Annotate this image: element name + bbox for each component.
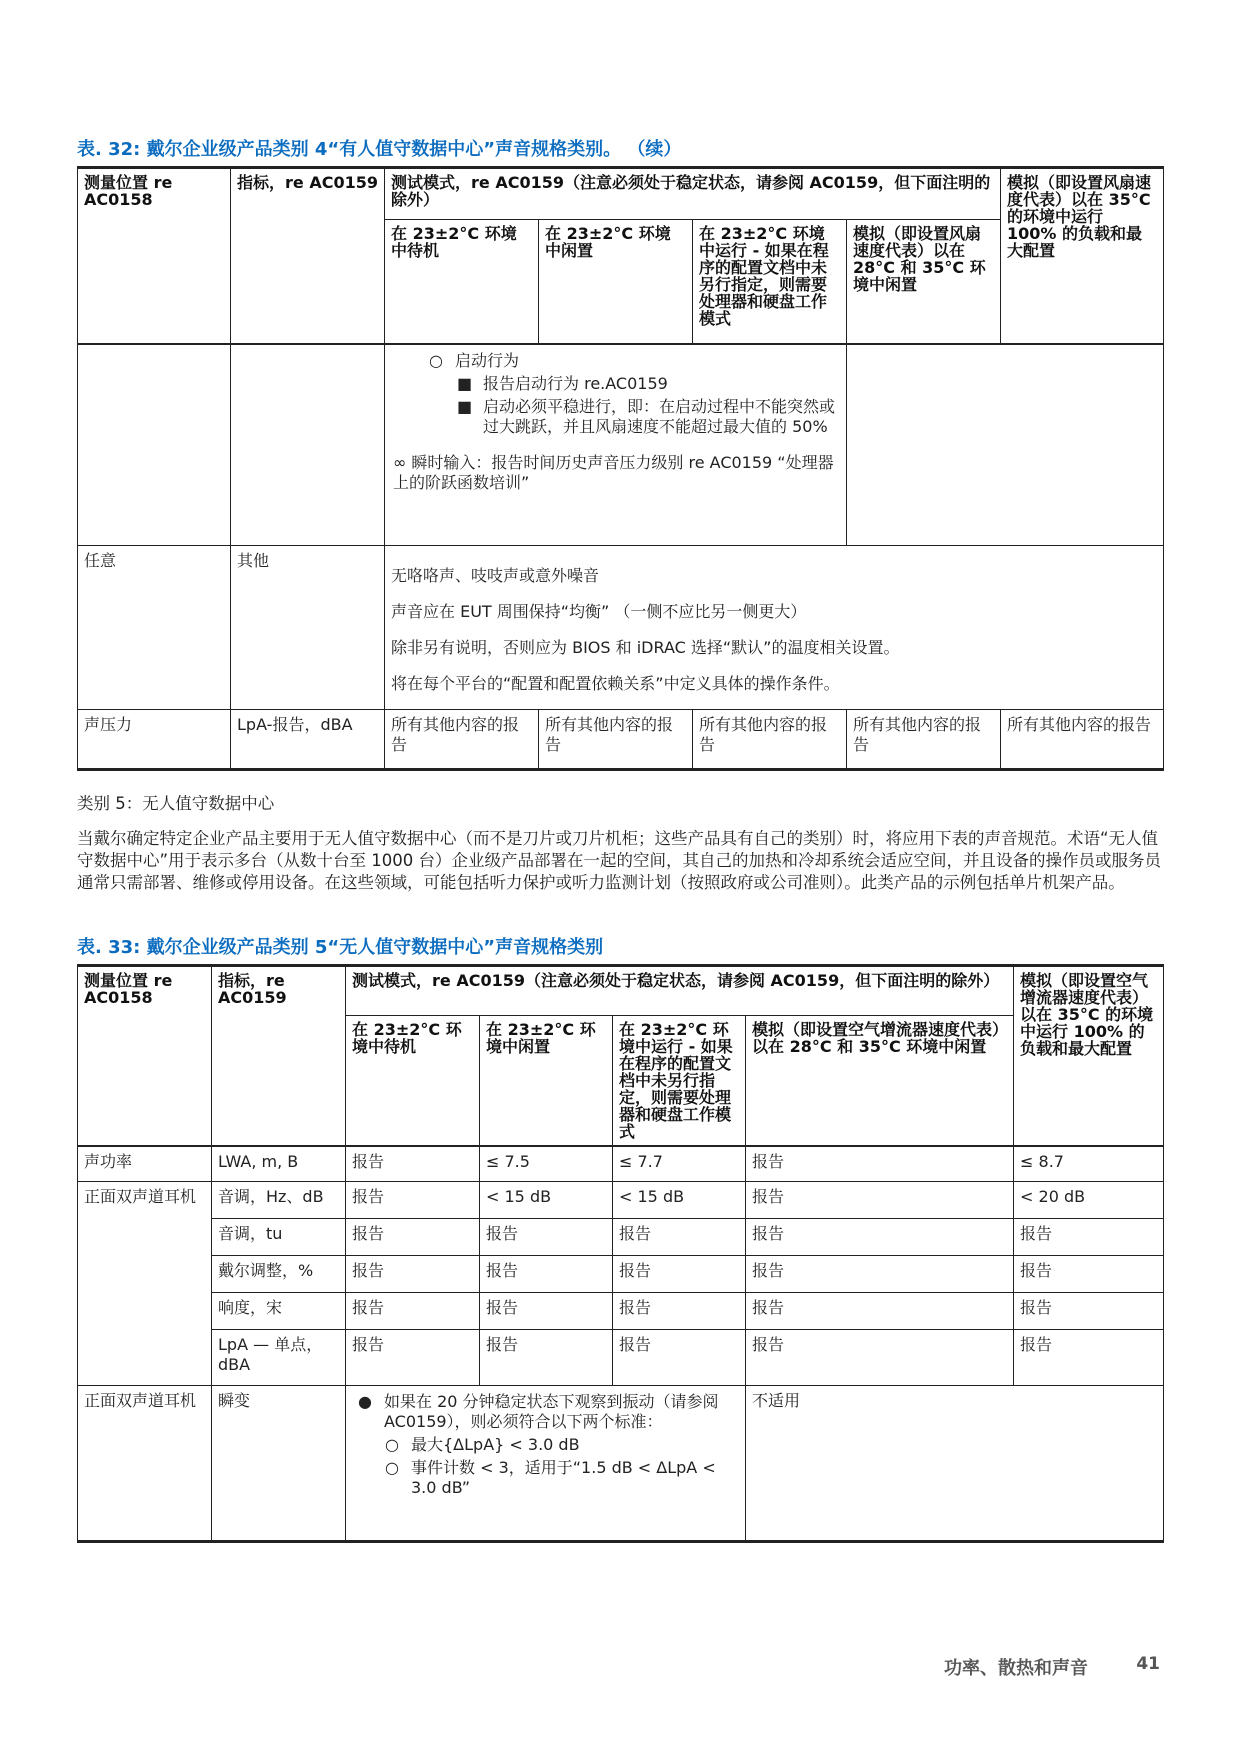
startup-metric-cell <box>231 344 385 546</box>
list-item: ○ 启动行为 <box>429 350 520 370</box>
misc-location: 任意 <box>78 546 231 710</box>
row-value: 报告 <box>480 1218 613 1255</box>
table-row <box>78 1385 1164 1541</box>
header-idle: 在 23±2°C 环境中闲置 <box>539 220 693 344</box>
row-value: 报告 <box>346 1292 480 1329</box>
row-value: 报告 <box>1014 1255 1164 1292</box>
row-value: < 15 dB <box>480 1181 613 1218</box>
row-location: 正面双声道耳机 <box>78 1181 212 1385</box>
header-simulate-idle: 模拟（即设置风扇速度代表）以在 28°C 和 35°C 环境中闲置 <box>847 220 1001 344</box>
row-location: 声功率 <box>78 1146 212 1181</box>
spl-metric: LpA-报告，dBA <box>231 710 385 770</box>
startup-location-cell <box>78 344 231 546</box>
category5-heading: 类别 5：无人值守数据中心 <box>77 794 275 813</box>
not-applicable-cell: 不适用 <box>746 1385 1164 1541</box>
row-value: ≤ 7.7 <box>613 1146 746 1181</box>
row-value: 报告 <box>746 1181 1014 1218</box>
table-row <box>78 1292 1164 1329</box>
transient-criteria-cell <box>346 1385 746 1541</box>
list-item: ○ 事件计数 < 3，适用于“1.5 dB < ΔLpA < 3.0 dB” <box>385 1457 716 1497</box>
header-location: 测量位置 re AC0158 <box>78 966 212 1147</box>
row-value: ≤ 7.5 <box>480 1146 613 1181</box>
row-value: 报告 <box>613 1329 746 1385</box>
misc-metric: 其他 <box>231 546 385 710</box>
row-value: 报告 <box>346 1329 480 1385</box>
row-value: 报告 <box>746 1292 1014 1329</box>
startup-behavior-cell <box>385 344 847 546</box>
row-value: 报告 <box>480 1292 613 1329</box>
page-number: 41 <box>1136 1654 1160 1674</box>
row-value: 报告 <box>746 1146 1014 1181</box>
row-value: 报告 <box>1014 1329 1164 1385</box>
spl-value: 所有其他内容的报告 <box>539 710 693 770</box>
row-metric: LWA, m, B <box>212 1146 346 1181</box>
header-metric: 指标，re AC0159 <box>231 168 385 344</box>
spl-value: 所有其他内容的报告 <box>693 710 847 770</box>
category5-paragraph: 当戴尔确定特定企业产品主要用于无人值守数据中心（而不是刀片或刀片机柜；这些产品具有自己的类别）时，将应用下表的声音规范。术语“无人值守数据中心”用于表示多台（从数十台至 1000 台）企业级产品部署在一起的空间，其自己的加热和冷却系统会适应空间，并且设备的操作员或服务员通常只需部署、维修或停用设备。在这些领域，可能包括听力保护或听力监测计划（按照政府或公司准则）。此类产品的示例包括单片机架产品。 <box>77 829 1162 892</box>
table-row <box>78 1329 1164 1385</box>
header-operating: 在 23±2°C 环境中运行 - 如果在程序的配置文档中未另行指定，则需要处理器和硬盘工作模式 <box>613 1016 746 1147</box>
row-value: < 15 dB <box>613 1181 746 1218</box>
list-item: ● 如果在 20 分钟稳定状态下观察到振动（请参阅 AC0159），则必须符合以下两个标准： <box>358 1391 719 1431</box>
row-value: 报告 <box>746 1329 1014 1385</box>
misc-line: 将在每个平台的“配置和配置依赖关系”中定义具体的操作条件。 <box>391 674 840 693</box>
row-metric: 音调，tu <box>212 1218 346 1255</box>
table-row <box>78 1146 1164 1181</box>
transient-input-text: ∞ 瞬时输入：报告时间历史声音压力级别 re AC0159 “处理器上的阶跃函数培训” <box>393 452 834 492</box>
row-value: 报告 <box>1014 1292 1164 1329</box>
header-simulate: 模拟（即设置空气增流器速度代表）以在 35°C 的环境中运行 100% 的负载和最大配置 <box>1014 966 1164 1147</box>
header-idle: 在 23±2°C 环境中闲置 <box>480 1016 613 1147</box>
row-location: 正面双声道耳机 <box>78 1385 212 1541</box>
table33 <box>77 964 1164 1543</box>
row-metric: LpA — 单点，dBA <box>212 1329 346 1385</box>
misc-line: 无咯咯声、吱吱声或意外噪音 <box>391 566 600 585</box>
misc-line: 除非另有说明，否则应为 BIOS 和 iDRAC 选择“默认”的温度相关设置。 <box>391 638 900 657</box>
footer-section-title: 功率、散热和声音 <box>944 1658 1088 1679</box>
table32-caption: 表. 32: 戴尔企业级产品类别 4“有人值守数据中心”声音规格类别。 （续） <box>77 139 682 160</box>
table-row <box>78 1181 1164 1218</box>
spl-value: 所有其他内容的报告 <box>385 710 539 770</box>
startup-empty-cell <box>847 344 1164 546</box>
table-row <box>78 1218 1164 1255</box>
row-metric: 响度，宋 <box>212 1292 346 1329</box>
header-standby: 在 23±2°C 环境中待机 <box>346 1016 480 1147</box>
row-value: 报告 <box>346 1218 480 1255</box>
row-value: ≤ 8.7 <box>1014 1146 1164 1181</box>
misc-line: 声音应在 EUT 周围保持“均衡” （一侧不应比另一侧更大） <box>391 602 807 621</box>
row-metric: 瞬变 <box>212 1385 346 1541</box>
header-operating: 在 23±2°C 环境中运行 - 如果在程序的配置文档中未另行指定，则需要处理器和硬盘工作模式 <box>693 220 847 344</box>
list-item: ■ 启动必须平稳进行，即：在启动过程中不能突然或过大跳跃，并且风扇速度不能超过最大值的 50% <box>457 396 836 436</box>
row-value: 报告 <box>480 1329 613 1385</box>
list-item: ○ 最大{ΔLpA} < 3.0 dB <box>385 1434 580 1454</box>
row-value: 报告 <box>346 1181 480 1218</box>
header-simulate-idle: 模拟（即设置空气增流器速度代表）以在 28°C 和 35°C 环境中闲置 <box>746 1016 1014 1147</box>
row-value: 报告 <box>613 1218 746 1255</box>
row-value: 报告 <box>1014 1218 1164 1255</box>
row-metric: 戴尔调整，% <box>212 1255 346 1292</box>
row-value: 报告 <box>480 1255 613 1292</box>
header-simulate: 模拟（即设置风扇速度代表）以在 35°C 的环境中运行 100% 的负载和最大配置 <box>1001 168 1164 344</box>
table32 <box>77 166 1164 771</box>
misc-conditions-cell <box>385 546 1164 710</box>
table33-caption: 表. 33: 戴尔企业级产品类别 5“无人值守数据中心”声音规格类别 <box>77 937 604 958</box>
header-location: 测量位置 re AC0158 <box>78 168 231 344</box>
row-metric: 音调，Hz、dB <box>212 1181 346 1218</box>
table-row <box>78 1255 1164 1292</box>
row-value: 报告 <box>346 1255 480 1292</box>
row-value: 报告 <box>746 1255 1014 1292</box>
row-value: 报告 <box>613 1292 746 1329</box>
spl-value: 所有其他内容的报告 <box>847 710 1001 770</box>
header-standby: 在 23±2°C 环境中待机 <box>385 220 539 344</box>
row-value: 报告 <box>346 1146 480 1181</box>
spl-value: 所有其他内容的报告 <box>1001 710 1164 770</box>
list-item: ■ 报告启动行为 re.AC0159 <box>457 373 668 393</box>
row-value: 报告 <box>746 1218 1014 1255</box>
row-value: 报告 <box>613 1255 746 1292</box>
row-value: < 20 dB <box>1014 1181 1164 1218</box>
header-test-mode: 测试模式，re AC0159（注意必须处于稳定状态，请参阅 AC0159，但下面注明的除外） <box>346 966 1014 1016</box>
header-metric: 指标，re AC0159 <box>212 966 346 1147</box>
header-test-mode: 测试模式，re AC0159（注意必须处于稳定状态，请参阅 AC0159，但下面注明的除外） <box>385 168 1001 220</box>
spl-location: 声压力 <box>78 710 231 770</box>
